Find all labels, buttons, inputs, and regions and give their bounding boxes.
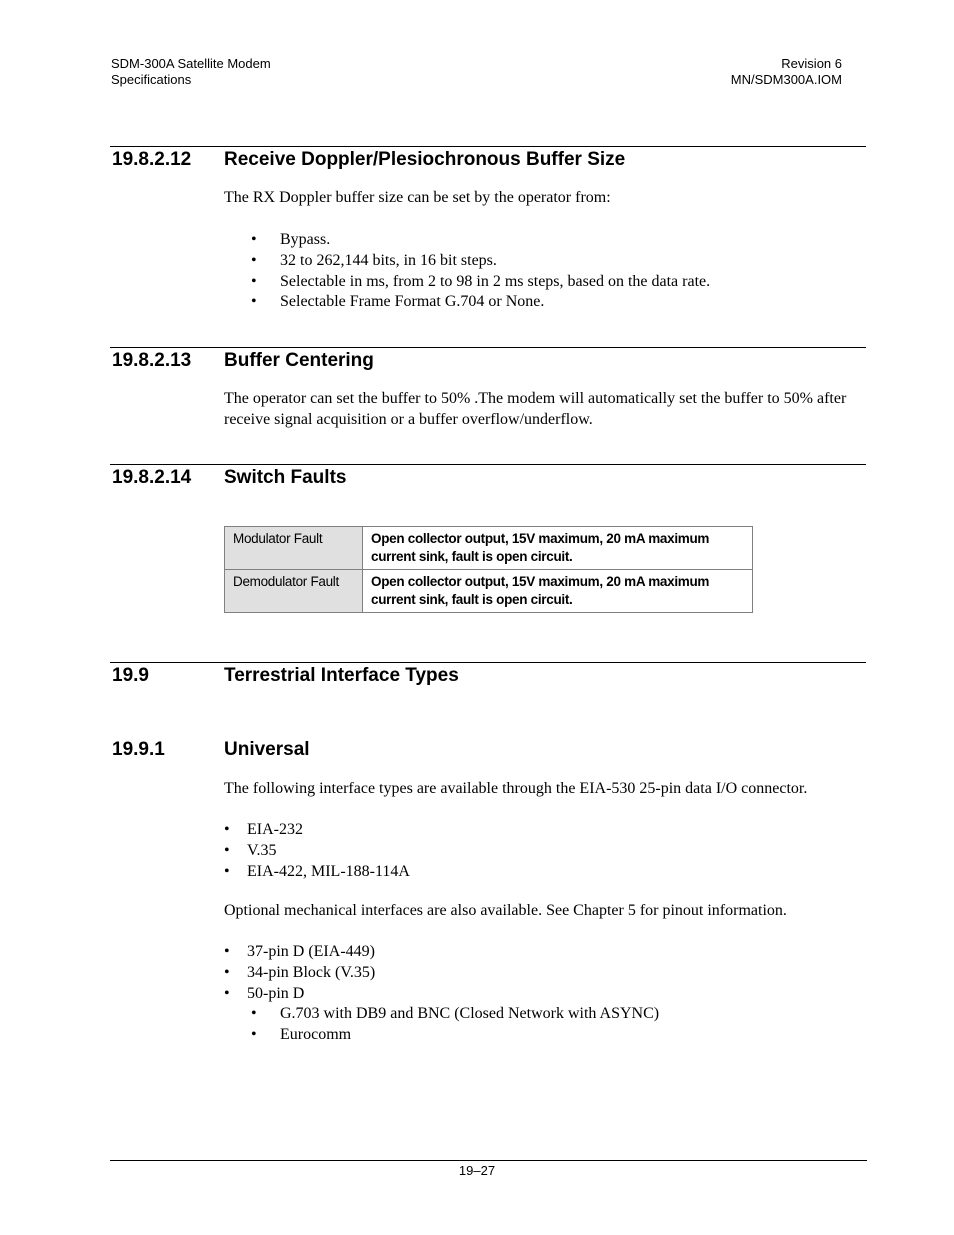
- list-item: • Selectable in ms, from 2 to 98 in 2 ms steps, based on the data rate.: [248, 272, 710, 293]
- section-number: 19.9.1: [112, 739, 165, 760]
- section-title: Receive Doppler/Plesiochronous Buffer Size: [224, 149, 626, 170]
- list-item: • Bypass.: [248, 230, 710, 251]
- paragraph: The RX Doppler buffer size can be set by the operator from:: [224, 189, 611, 206]
- running-header-left: [111, 56, 271, 88]
- switch-faults-table: [224, 526, 753, 613]
- header-revision: Revision 6: [781, 56, 842, 71]
- section-heading-19-9: [110, 662, 866, 686]
- section-heading-19-8-2-12: [110, 146, 866, 170]
- section-number: 19.8.2.13: [112, 350, 192, 371]
- list-item: • 34-pin Block (V.35): [224, 963, 375, 984]
- table-row: [225, 527, 753, 570]
- header-doc-id: MN/SDM300A.IOM: [730, 72, 842, 87]
- list-item: • G.703 with DB9 and BNC (Closed Network with ASYNC): [248, 1004, 659, 1025]
- paragraph: The operator can set the buffer to 50% .The modem will automatically set the buffer to 50% after receive signal acquisition or a buffer overflow/underflow.: [224, 390, 847, 428]
- table-row: [225, 570, 753, 613]
- paragraph: Optional mechanical interfaces are also available. See Chapter 5 for pinout information.: [224, 902, 787, 919]
- table-cell-value: Open collector output, 15V maximum, 20 mA maximum current sink, fault is open circuit.: [363, 527, 753, 570]
- list-item: • V.35: [224, 841, 410, 862]
- list-item: • 37-pin D (EIA-449): [224, 942, 375, 963]
- header-chapter: Specifications: [111, 72, 192, 87]
- section-title: Buffer Centering: [224, 350, 374, 371]
- section-number: 19.9: [112, 665, 149, 686]
- list-item: • EIA-422, MIL-188-114A: [224, 862, 410, 883]
- list-item: • EIA-232: [224, 820, 410, 841]
- section-number: 19.8.2.14: [112, 467, 192, 488]
- footer-rule: [110, 1160, 867, 1161]
- list-item: • 50-pin D: [224, 984, 375, 1005]
- page-number: 19–27: [458, 1163, 496, 1178]
- section-title: Universal: [224, 739, 310, 760]
- section-title: Terrestrial Interface Types: [224, 665, 459, 686]
- table-cell-value: Open collector output, 15V maximum, 20 mA maximum current sink, fault is open circuit.: [363, 570, 753, 613]
- section-heading-19-8-2-14: [110, 464, 866, 488]
- section-heading-19-8-2-13: [110, 347, 866, 371]
- paragraph: The following interface types are available through the EIA-530 25-pin data I/O connector.: [224, 780, 808, 797]
- bullet-list: [224, 942, 375, 1004]
- table-cell-name: Modulator Fault: [225, 527, 363, 570]
- section-title: Switch Faults: [224, 467, 347, 488]
- bullet-list: [248, 230, 710, 313]
- list-item: • Eurocomm: [248, 1025, 659, 1046]
- header-product: SDM-300A Satellite Modem: [111, 56, 271, 71]
- list-item: • 32 to 262,144 bits, in 16 bit steps.: [248, 251, 710, 272]
- table-cell-name: Demodulator Fault: [225, 570, 363, 613]
- section-number: 19.8.2.12: [112, 149, 192, 170]
- bullet-list: [224, 820, 410, 882]
- sub-bullet-list: [248, 1004, 659, 1046]
- list-item: • Selectable Frame Format G.704 or None.: [248, 292, 710, 313]
- running-header-right: [731, 56, 842, 88]
